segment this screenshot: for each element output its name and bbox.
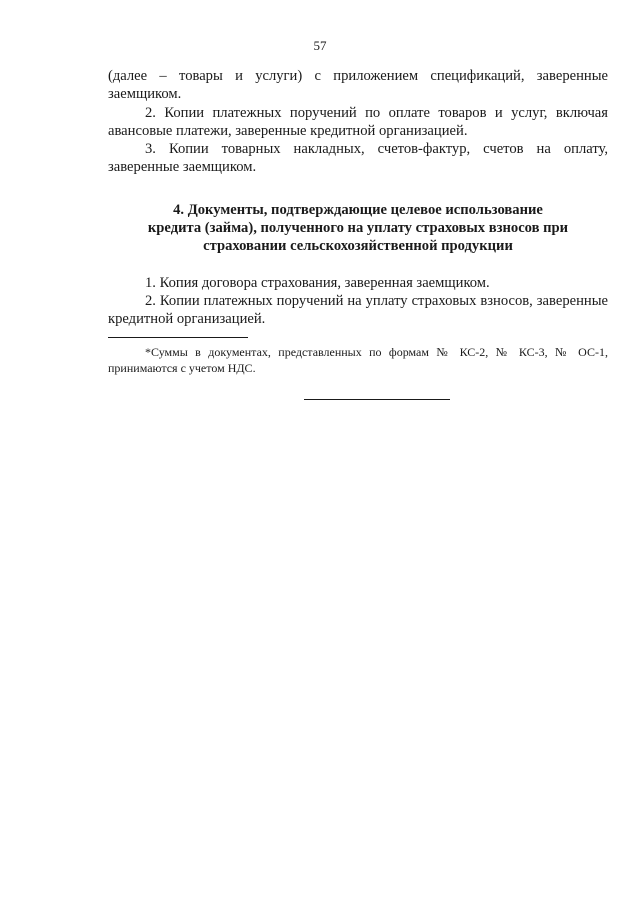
list-item-insurance-payments: 2. Копии платежных поручений на уплату страховых взносов, заверенные кредитной организацией. xyxy=(108,292,608,328)
list-item-payment-orders: 2. Копии платежных поручений по оплате товаров и услуг, включая авансовые платежи, заверенные кредитной организацией. xyxy=(108,104,608,139)
section-heading xyxy=(108,201,608,256)
list-item-insurance-contract: 1. Копия договора страхования, заверенная заемщиком. xyxy=(145,274,490,291)
section-heading-line: страховании сельскохозяйственной продукции xyxy=(203,238,513,255)
section-heading-line: кредита (займа), полученного на уплату страховых взносов при xyxy=(147,220,569,237)
document-body xyxy=(108,67,608,376)
page-number: 57 xyxy=(313,38,327,53)
list-item-invoices: 3. Копии товарных накладных, счетов-фактур, счетов на оплату, заверенные заемщиком. xyxy=(108,141,608,176)
end-of-document-rule xyxy=(304,399,450,400)
footnote-divider xyxy=(108,337,248,338)
footnote: *Суммы в документах, представленных по формам № КС-2, № КС-3, № ОС-1, принимаются с учетом НДС. xyxy=(108,344,608,375)
continuation-paragraph: (далее – товары и услуги) с приложением спецификаций, заверенные заемщиком. xyxy=(108,68,608,103)
section-heading-line: 4. Документы, подтверждающие целевое использование xyxy=(173,201,543,218)
